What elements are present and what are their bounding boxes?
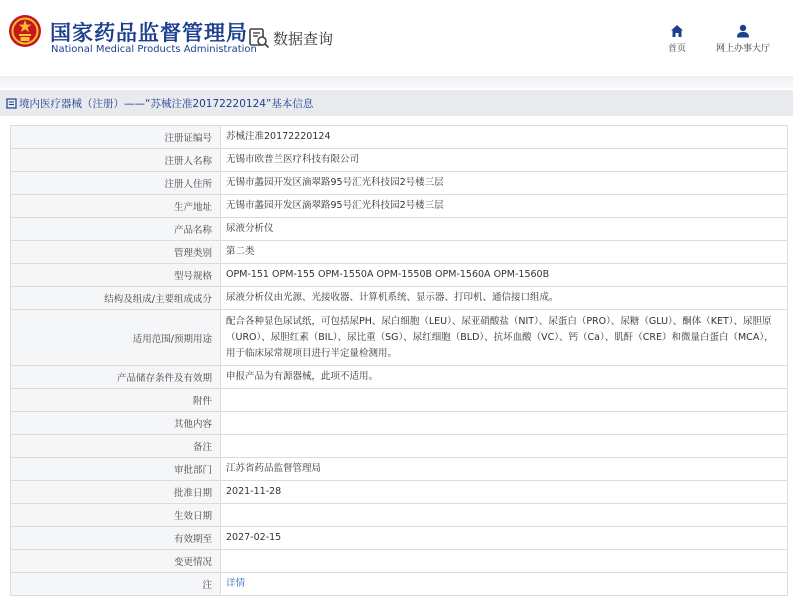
site-subtitle[interactable]: National Medical Products Administration: [51, 44, 257, 55]
nav-home-label: 首页: [667, 44, 686, 54]
site-title[interactable]: 国家药品监督管理局: [50, 21, 248, 45]
info-row: [11, 412, 788, 435]
data-query-label: 数据查询: [273, 29, 334, 48]
national-emblem-icon: [8, 14, 42, 48]
field-label: 附件: [11, 389, 221, 412]
info-row: [11, 172, 788, 195]
info-row: [11, 550, 788, 573]
field-label: 产品名称: [11, 218, 221, 241]
info-row: [11, 527, 788, 550]
field-label: 适用范围/预期用途: [11, 310, 221, 366]
field-value: OPM-151 OPM-155 OPM-1550A OPM-1550B OPM-1560A OPM-1560B: [221, 264, 788, 287]
field-label: 产品储存条件及有效期: [11, 366, 221, 389]
info-row: [11, 149, 788, 172]
field-value: 苏械注准20172220124: [221, 126, 788, 149]
breadcrumb-text: 境内医疗器械（注册）——“苏械注准20172220124”基本信息: [19, 97, 314, 110]
info-row: [11, 218, 788, 241]
detail-link[interactable]: 详情: [226, 578, 246, 589]
info-row: [11, 264, 788, 287]
field-value: 申报产品为有源器械，此项不适用。: [221, 366, 788, 389]
field-value: 无锡市蠡园开发区滴翠路95号汇光科技园2号楼三层: [221, 172, 788, 195]
field-value: 江苏省药品监督管理局: [221, 458, 788, 481]
field-label: 注册证编号: [11, 126, 221, 149]
field-value: 第二类: [221, 241, 788, 264]
info-row: [11, 389, 788, 412]
field-label: 变更情况: [11, 550, 221, 573]
field-label: 批准日期: [11, 481, 221, 504]
nav-online-office-label: 网上办事大厅: [715, 44, 770, 54]
field-label: 结构及组成/主要组成成分: [11, 287, 221, 310]
field-label: 注册人名称: [11, 149, 221, 172]
info-row: [11, 287, 788, 310]
field-label: 生产地址: [11, 195, 221, 218]
field-label: 型号规格: [11, 264, 221, 287]
field-value: [221, 504, 788, 527]
info-row: [11, 481, 788, 504]
field-label: 注: [11, 573, 221, 596]
info-row: [11, 458, 788, 481]
info-row: [11, 435, 788, 458]
field-value: 无锡市蠡园开发区滴翠路95号汇光科技园2号楼三层: [221, 195, 788, 218]
home-icon: [670, 24, 684, 38]
breadcrumb: [0, 90, 793, 116]
data-query-link[interactable]: [248, 26, 333, 50]
info-row: [11, 310, 788, 366]
field-value: 尿液分析仪: [221, 218, 788, 241]
field-value: 配合各种显色尿试纸，可包括尿PH、尿白细胞（LEU）、尿亚硝酸盐（NIT）、尿蛋白（PRO）、尿糖（GLU）、酮体（KET）、尿胆原（URO）、尿胆红素（BIL）、尿比重（SG）、尿红细胞（BLD）、抗坏血酸（VC）、钙（Ca）、肌酐（CRE）和微量白蛋白（MCA），用于临床尿常规项目进行半定量检测用。: [221, 310, 788, 366]
field-value: 2027-02-15: [221, 527, 788, 550]
nav-home[interactable]: [664, 24, 690, 54]
site-header: [0, 0, 793, 76]
registration-info-table: [10, 125, 788, 596]
header-divider: [0, 76, 793, 88]
field-value: 无锡市欧普兰医疗科技有限公司: [221, 149, 788, 172]
field-value: [221, 435, 788, 458]
field-label: 管理类别: [11, 241, 221, 264]
field-label: 注册人住所: [11, 172, 221, 195]
field-value: [221, 389, 788, 412]
data-search-icon: [248, 27, 270, 49]
field-value: [221, 550, 788, 573]
info-row: [11, 126, 788, 149]
field-value: 2021-11-28: [221, 481, 788, 504]
nav-online-office[interactable]: [712, 24, 774, 54]
field-label: 生效日期: [11, 504, 221, 527]
field-label: 备注: [11, 435, 221, 458]
field-label: 有效期至: [11, 527, 221, 550]
field-value: [221, 412, 788, 435]
info-row: [11, 504, 788, 527]
user-icon: [736, 24, 750, 38]
info-row: [11, 573, 788, 596]
field-value: [221, 573, 788, 596]
field-label: 审批部门: [11, 458, 221, 481]
document-icon: [6, 98, 17, 109]
field-label: 其他内容: [11, 412, 221, 435]
info-row: [11, 195, 788, 218]
info-row: [11, 366, 788, 389]
info-row: [11, 241, 788, 264]
field-value: 尿液分析仪由光源、光接收器、计算机系统、显示器、打印机、通信接口组成。: [221, 287, 788, 310]
